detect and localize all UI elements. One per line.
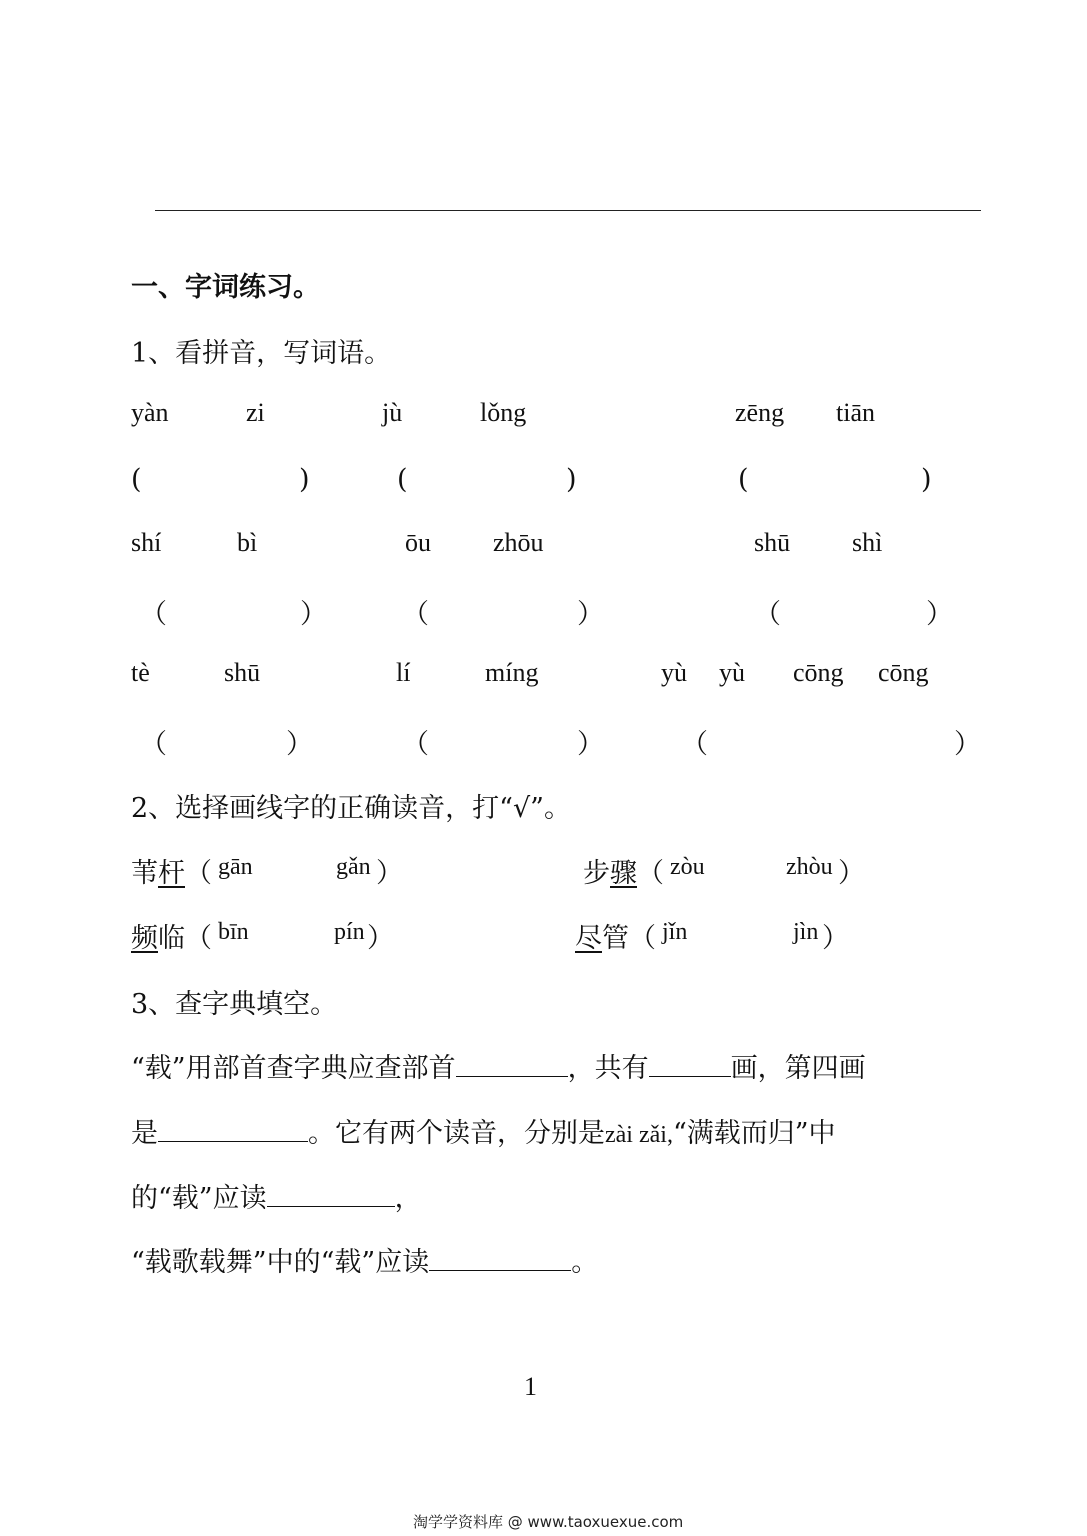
pinyin-r3-4: míng: [485, 658, 539, 687]
fourth-stroke-blank[interactable]: [158, 1115, 308, 1142]
reading-blank-1[interactable]: [267, 1180, 395, 1207]
q2-item-2-close: ）: [838, 858, 865, 889]
pinyin-r3-2: shū: [224, 658, 261, 687]
q2-item-4-close: ）: [822, 923, 849, 954]
q2-item-4-plain: 管: [602, 923, 629, 954]
header-rule: [155, 210, 981, 211]
pinyin-r3-5: yù: [661, 658, 687, 687]
q3-line-4: [131, 1240, 598, 1279]
section-title: 一、字词练习。: [131, 272, 320, 303]
answer-box-r3-2-open: （: [402, 729, 429, 760]
answer-box-r3-1-open: （: [140, 729, 167, 760]
q2-item-1-underlined: 杆: [158, 858, 185, 889]
q2-item-3-plain: 临: [158, 923, 185, 954]
q2-item-1-close: ）: [376, 858, 403, 889]
answer-box-r2-1-close: ）: [300, 599, 327, 630]
answer-box-r1-1-close: ): [299, 464, 310, 495]
q3-line-2-c: “满载而归”中: [672, 1118, 836, 1149]
q2-item-2-opt1[interactable]: zòu: [670, 854, 705, 880]
q2-title: 2、选择画线字的正确读音，打“√”。: [131, 793, 571, 824]
q2-item-2-plain: 步: [583, 858, 610, 889]
q2-item-2-underlined: 骤: [610, 858, 637, 889]
answer-box-r2-2-close: ）: [577, 599, 604, 630]
answer-box-r1-3-open: (: [738, 464, 749, 495]
q3-line-3: [131, 1176, 422, 1215]
q3-line-2-pinyin: zài zǎi,: [605, 1122, 673, 1148]
pinyin-r1-2: zi: [246, 398, 265, 427]
q3-line-1-c: 画，第四画: [730, 1053, 866, 1084]
q3-line-3-b: ，: [394, 1183, 422, 1214]
answer-box-r3-3-open: （: [681, 729, 708, 760]
pinyin-r1-3: jù: [382, 398, 403, 427]
answer-box-r2-3-close: ）: [926, 599, 953, 630]
radical-blank[interactable]: [456, 1050, 568, 1077]
q2-item-3-opt2[interactable]: pín: [334, 919, 365, 945]
q3-line-4-b: 。: [571, 1247, 599, 1278]
q2-item-1-open: （: [185, 858, 212, 889]
pinyin-r1-1: yàn: [131, 398, 169, 427]
pinyin-r3-3: lí: [396, 658, 411, 687]
q2-item-4: [575, 916, 656, 955]
q2-item-1-opt2[interactable]: gǎn: [336, 854, 371, 880]
pinyin-r2-5: shū: [754, 528, 791, 557]
q2-item-1-opt1[interactable]: gān: [218, 854, 253, 880]
q3-line-1-b: ，共有: [567, 1053, 649, 1084]
q3-title: 3、查字典填空。: [131, 989, 338, 1020]
answer-box-r3-3-close: ）: [954, 729, 981, 760]
pinyin-r3-7: cōng: [793, 658, 844, 687]
q1-title: 1、看拼音，写词语。: [131, 338, 392, 369]
answer-box-r1-2-close: ): [566, 464, 577, 495]
q2-item-4-underlined: 尽: [575, 923, 602, 954]
q2-item-4-open: （: [629, 923, 656, 954]
q2-item-4-opt1[interactable]: jǐn: [662, 919, 688, 945]
q2-item-3-underlined: 频: [131, 923, 158, 954]
q2-item-2: [583, 851, 664, 890]
q2-item-1-plain: 苇: [131, 858, 158, 889]
pinyin-r3-1: tè: [131, 658, 150, 687]
pinyin-r2-6: shì: [852, 528, 883, 557]
pinyin-r2-4: zhōu: [493, 528, 544, 557]
reading-blank-2[interactable]: [429, 1244, 571, 1271]
q3-line-2-b: 。它有两个读音，分别是: [308, 1118, 605, 1149]
q2-item-2-opt2[interactable]: zhòu: [786, 854, 833, 880]
answer-box-r1-1-open: (: [131, 464, 142, 495]
q2-item-3-close: ）: [367, 923, 394, 954]
answer-box-r2-1-open: （: [140, 599, 167, 630]
pinyin-r2-2: bì: [237, 528, 258, 557]
stroke-count-blank[interactable]: [649, 1050, 731, 1077]
pinyin-r1-4: lǒng: [480, 398, 527, 427]
answer-box-r3-1-close: ）: [286, 729, 313, 760]
answer-box-r2-3-open: （: [754, 599, 781, 630]
q2-item-1: [131, 851, 212, 890]
q3-line-4-a: “载歌载舞”中的“载”应读: [131, 1247, 430, 1278]
pinyin-r3-6: yù: [719, 658, 745, 687]
q2-item-3: [131, 916, 212, 955]
q3-line-1-a: “载”用部首查字典应查部首: [131, 1053, 456, 1084]
answer-box-r2-2-open: （: [402, 599, 429, 630]
pinyin-r1-5: zēng: [735, 398, 785, 427]
q2-item-4-opt2[interactable]: jìn: [793, 919, 819, 945]
pinyin-r2-1: shí: [131, 528, 162, 557]
q2-item-2-open: （: [637, 858, 664, 889]
page-number: 1: [524, 1372, 537, 1401]
q3-line-2: [131, 1111, 836, 1150]
pinyin-r1-6: tiān: [836, 398, 875, 427]
answer-box-r1-3-close: ): [921, 464, 932, 495]
q2-item-3-opt1[interactable]: bīn: [218, 919, 249, 945]
q3-line-2-a: 是: [131, 1118, 158, 1149]
footer-watermark: 淘学学资料库 @ www.taoxuexue.com: [413, 1513, 684, 1531]
q2-item-3-open: （: [185, 923, 212, 954]
answer-box-r1-2-open: (: [397, 464, 408, 495]
q3-line-3-a: 的“载”应读: [131, 1183, 267, 1214]
answer-box-r3-2-close: ）: [577, 729, 604, 760]
q3-line-1: [131, 1046, 866, 1085]
pinyin-r3-8: cōng: [878, 658, 929, 687]
pinyin-r2-3: ōu: [405, 528, 431, 557]
